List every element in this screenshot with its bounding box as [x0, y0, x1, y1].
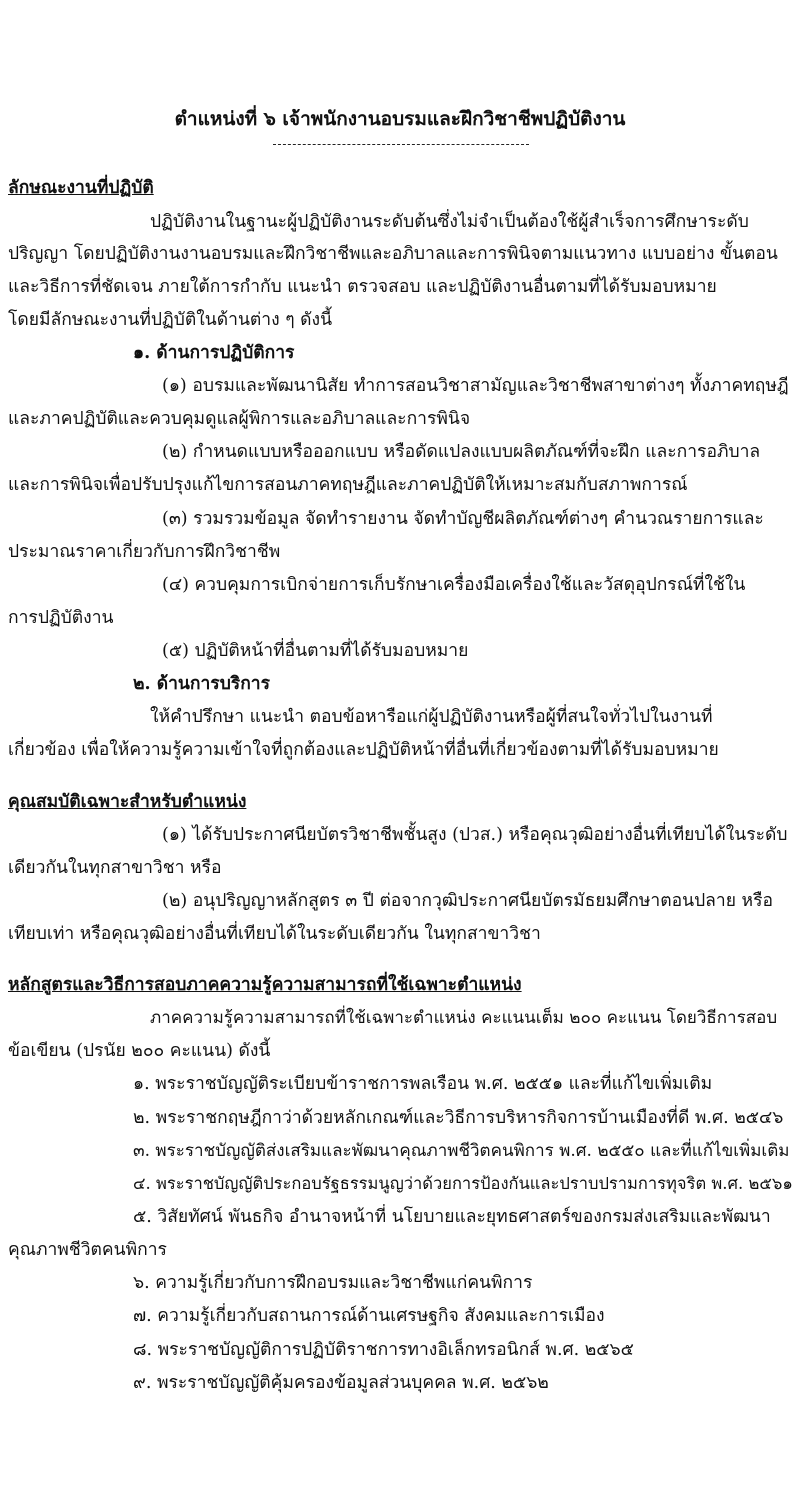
paragraph-line: ข้อเขียน (ปรนัย ๒๐๐ คะแนน) ดังนี้: [8, 1041, 271, 1061]
section-heading-job-description: ลักษณะงานที่ปฏิบัติ: [8, 178, 154, 198]
list-item: เดียวกันในทุกสาขาวิชา หรือ: [8, 858, 222, 878]
paragraph-line: ให้คำปรึกษา แนะนำ ตอบข้อหารือแก่ผู้ปฏิบัติงานหรือผู้ที่สนใจทั่วไปในงานที่: [150, 707, 713, 727]
list-item: (๔) ควบคุมการเบิกจ่ายการเก็บรักษาเครื่องมือเครื่องใช้และวัสดุอุปกรณ์ที่ใช้ใน: [162, 575, 746, 595]
list-item: ๗. ความรู้เกี่ยวกับสถานการณ์ด้านเศรษฐกิจ สังคมและการเมือง: [133, 1306, 605, 1326]
list-item: ๑. พระราชบัญญัติระเบียบข้าราชการพลเรือน พ.ศ. ๒๕๕๑ และที่แก้ไขเพิ่มเติม: [133, 1074, 713, 1094]
title-divider: [273, 144, 529, 145]
list-item: (๑) อบรมและพัฒนานิสัย ทำการสอนวิชาสามัญและวิชาชีพสาขาต่างๆ ทั้งภาคทฤษฎี: [162, 376, 789, 396]
paragraph-line: เกี่ยวข้อง เพื่อให้ความรู้ความเข้าใจที่ถูกต้องและปฏิบัติหน้าที่อื่นที่เกี่ยวข้องตามที่ได้รับมอบหมาย: [8, 740, 719, 760]
paragraph-line: ภาคความรู้ความสามารถที่ใช้เฉพาะตำแหน่ง คะแนนเต็ม ๒๐๐ คะแนน โดยวิธีการสอบ: [150, 1008, 778, 1028]
paragraph-line: ปฏิบัติงานในฐานะผู้ปฏิบัติงานระดับต้นซึ่งไม่จำเป็นต้องใช้ผู้สำเร็จการศึกษาระดับ: [150, 212, 749, 232]
section-heading-qualifications: คุณสมบัติเฉพาะสำหรับตำแหน่ง: [8, 792, 247, 812]
list-item: ๕. วิสัยทัศน์ พันธกิจ อำนาจหน้าที่ นโยบายและยุทธศาสตร์ของกรมส่งเสริมและพัฒนา: [133, 1207, 771, 1227]
list-item: ๙. พระราชบัญญัติคุ้มครองข้อมูลส่วนบุคคล พ.ศ. ๒๕๖๒: [133, 1373, 549, 1393]
list-item: ๔. พระราชบัญญัติประกอบรัฐธรรมนูญว่าด้วยการป้องกันและปราบปรามการทุจริต พ.ศ. ๒๕๖๑: [133, 1174, 793, 1193]
list-item: ๘. พระราชบัญญัติการปฏิบัติราชการทางอิเล็กทรอนิกส์ พ.ศ. ๒๕๖๕: [133, 1340, 634, 1360]
list-item: (๕) ปฏิบัติหน้าที่อื่นตามที่ได้รับมอบหมาย: [162, 641, 469, 661]
list-item: ๖. ความรู้เกี่ยวกับการฝึกอบรมและวิชาชีพแก่คนพิการ: [133, 1273, 533, 1293]
paragraph-line: โดยมีลักษณะงานที่ปฏิบัติในด้านต่าง ๆ ดังนี้: [8, 310, 333, 330]
list-item: (๓) รวมรวมข้อมูล จัดทำรายงาน จัดทำบัญชีผลิตภัณฑ์ต่างๆ คำนวณรายการและ: [162, 509, 764, 529]
list-item: การปฏิบัติงาน: [8, 608, 114, 628]
paragraph-line: ปริญญา โดยปฏิบัติงานงานอบรมและฝึกวิชาชีพและอภิบาลและการพินิจตามแนวทาง แบบอย่าง ขั้นตอน: [8, 244, 778, 264]
document-title: ตำแหน่งที่ ๖ เจ้าพนักงานอบรมและฝึกวิชาชีพปฏิบัติงาน: [174, 108, 626, 130]
list-item: (๒) กำหนดแบบหรือออกแบบ หรือดัดแปลงแบบผลิตภัณฑ์ที่จะฝึก และการอภิบาล: [162, 442, 761, 462]
list-item: เทียบเท่า หรือคุณวุฒิอย่างอื่นที่เทียบได้ในระดับเดียวกัน ในทุกสาขาวิชา: [8, 924, 541, 944]
list-item: ประมาณราคาเกี่ยวกับการฝึกวิชาชีพ: [8, 542, 281, 562]
list-item: ๓. พระราชบัญญัติส่งเสริมและพัฒนาคุณภาพชีวิตคนพิการ พ.ศ. ๒๕๕๐ และที่แก้ไขเพิ่มเติม: [133, 1141, 790, 1161]
paragraph-line: และวิธีการที่ชัดเจน ภายใต้การกำกับ แนะนำ ตรวจสอบ และปฏิบัติงานอื่นตามที่ได้รับมอบหมาย: [8, 277, 717, 297]
list-item: (๒) อนุปริญญาหลักสูตร ๓ ปี ต่อจากวุฒิประกาศนียบัตรมัธยมศึกษาตอนปลาย หรือ: [162, 891, 773, 911]
list-item: (๑) ได้รับประกาศนียบัตรวิชาชีพชั้นสูง (ปวส.) หรือคุณวุฒิอย่างอื่นที่เทียบได้ในระดับ: [162, 825, 788, 845]
subheading-services: ๒. ด้านการบริการ: [133, 674, 271, 694]
list-item: และภาคปฏิบัติและควบคุมดูแลผู้พิการและอภิบาลและการพินิจ: [8, 409, 471, 429]
list-item: คุณภาพชีวิตคนพิการ: [8, 1240, 167, 1260]
subheading-operations: ๑. ด้านการปฏิบัติการ: [133, 343, 295, 363]
list-item: และการพินิจเพื่อปรับปรุงแก้ไขการสอนภาคทฤษฎีและภาคปฏิบัติให้เหมาะสมกับสภาพการณ์: [8, 475, 688, 495]
list-item: ๒. พระราชกฤษฎีกาว่าด้วยหลักเกณฑ์และวิธีการบริหารกิจการบ้านเมืองที่ดี พ.ศ. ๒๕๔๖: [133, 1108, 784, 1128]
section-heading-exam-curriculum: หลักสูตรและวิธีการสอบภาคความรู้ความสามารถที่ใช้เฉพาะตำแหน่ง: [8, 975, 522, 995]
